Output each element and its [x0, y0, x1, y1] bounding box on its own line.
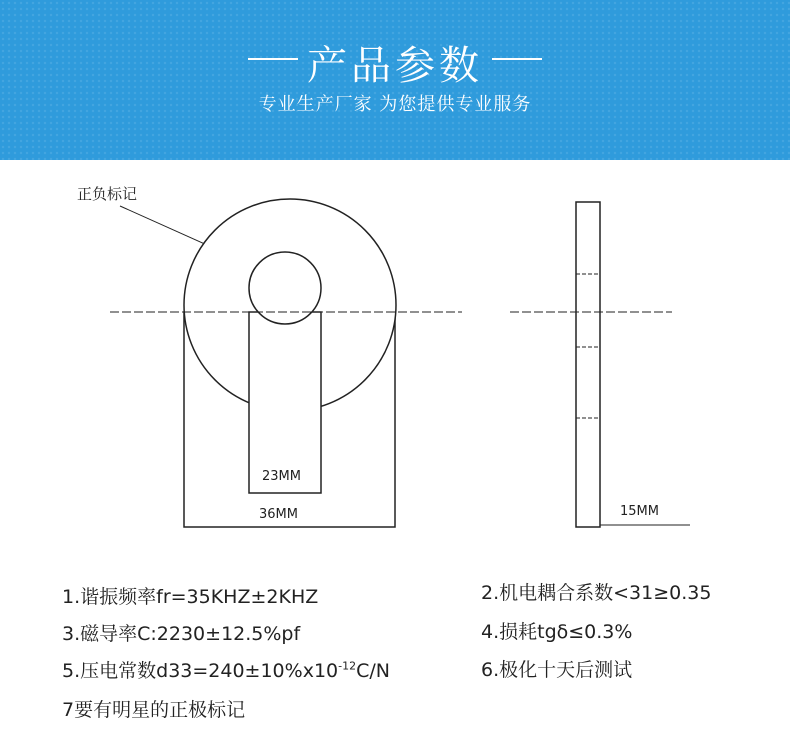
spec-item-5-prefix: 5.压电常数d33=240±10%x10: [62, 660, 339, 682]
page-title: 产品参数: [307, 43, 483, 89]
title-right-rule: [492, 58, 542, 60]
spec-item-5-exponent: -12: [338, 659, 357, 673]
outer-dimension-label: 36MM: [259, 507, 298, 522]
spec-item-5: [62, 656, 390, 683]
inner-dimension-label: 23MM: [262, 469, 301, 484]
spec-item-5-suffix: C/N: [356, 660, 390, 682]
spec-item-7: 7要有明星的正极标记: [62, 699, 246, 721]
inner-hole: [249, 252, 321, 324]
thickness-dimension-label: 15MM: [620, 504, 659, 519]
side-view-outline: [576, 202, 600, 527]
spec-item-6: 6.极化十天后测试: [481, 659, 633, 681]
spec-item-4: 4.损耗tgδ≤0.3%: [481, 621, 633, 643]
spec-item-1: 1.谐振频率fr=35KHZ±2KHZ: [62, 586, 319, 608]
spec-item-2: 2.机电耦合系数<31≥0.35: [481, 582, 712, 604]
header-banner: [0, 0, 790, 160]
marker-label: 正负标记: [77, 185, 138, 203]
page-subtitle: 专业生产厂家 为您提供专业服务: [258, 94, 532, 115]
product-dimension-diagram: [0, 160, 790, 540]
inner-slot-outline: [249, 312, 321, 493]
spec-item-3: 3.磁导率C:2230±12.5%pf: [62, 623, 301, 645]
